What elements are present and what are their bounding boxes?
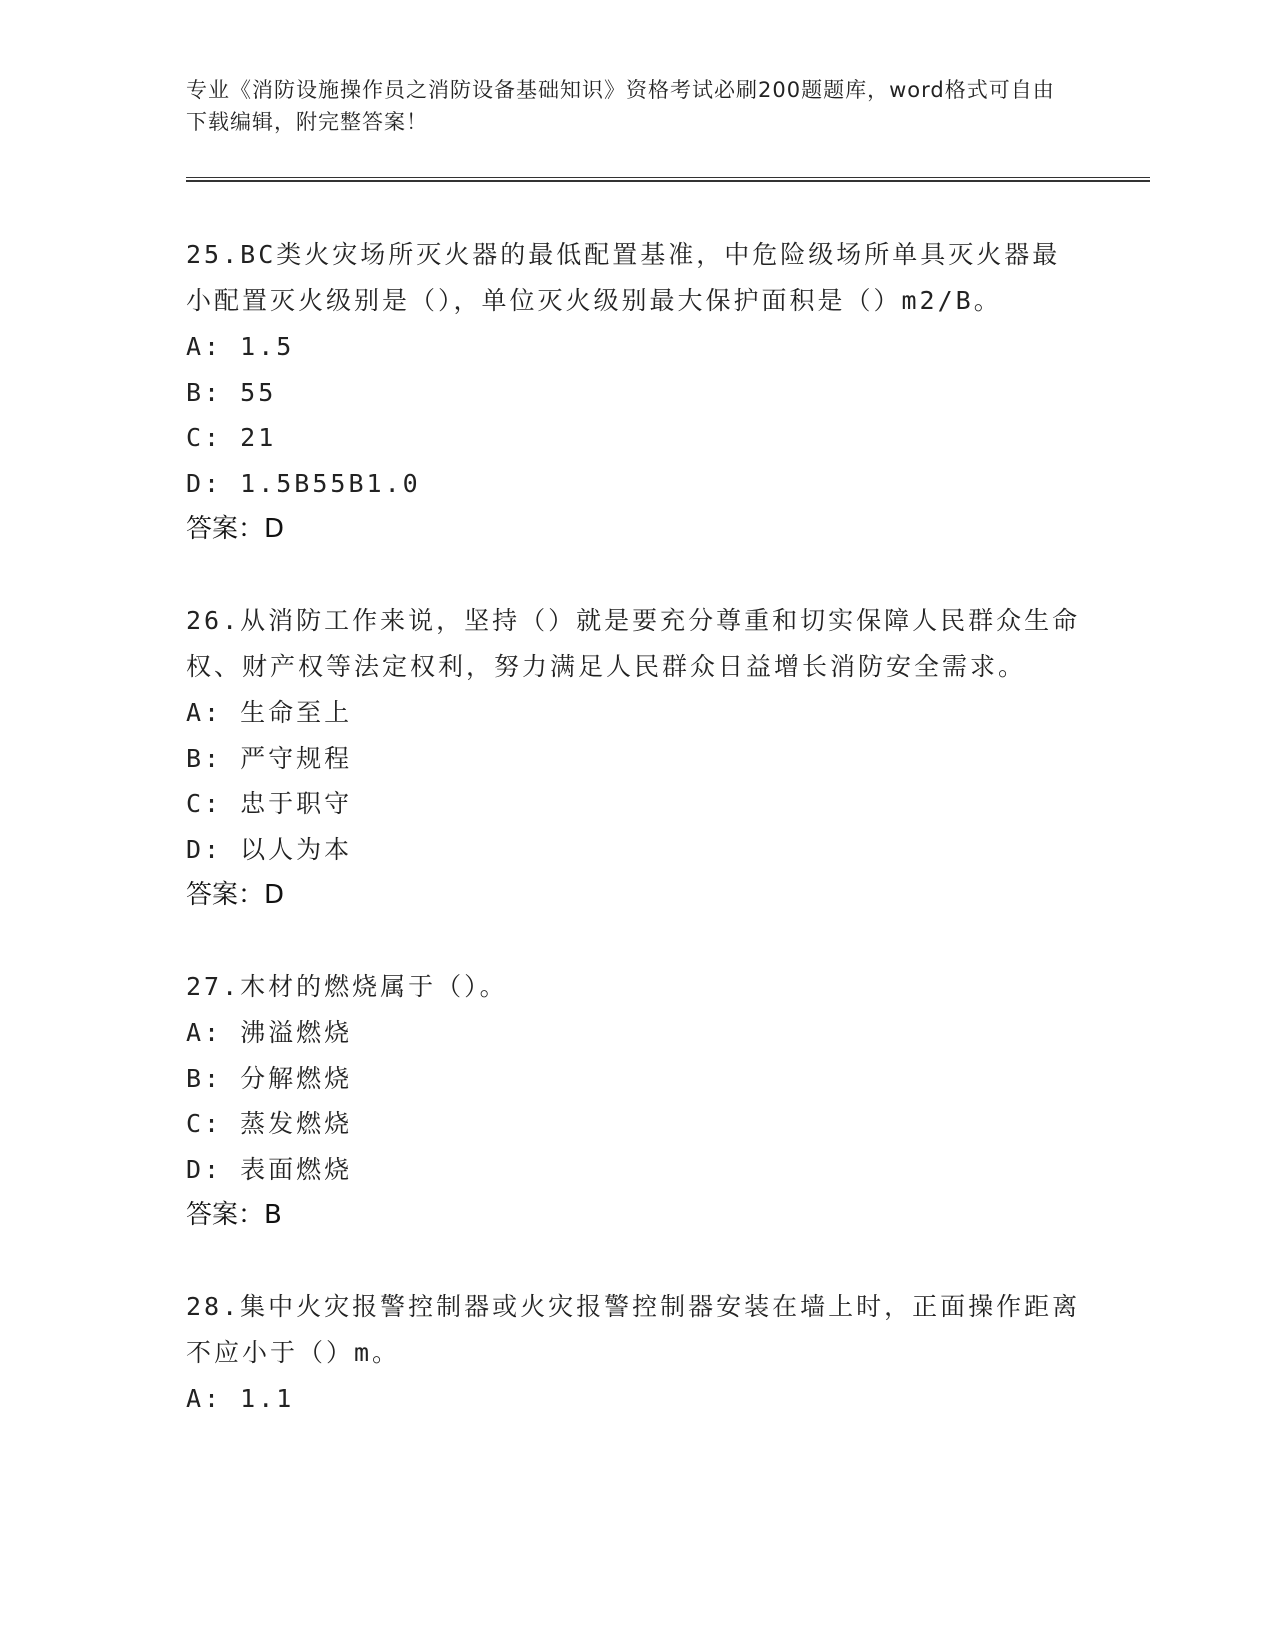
question-text: 26.从消防工作来说，坚持（）就是要充分尊重和切实保障人民群众生命权、财产权等法定权利，努力满足人民群众日益增长消防安全需求。 [186, 606, 1081, 681]
option-b: B: 严守规程 [186, 743, 353, 773]
option-c: C: 21 [186, 423, 277, 452]
document-header: 专业《消防设施操作员之消防设备基础知识》资格考试必刷200题题库，word格式可自由下载编辑，附完整答案！ [186, 78, 1055, 134]
option-a: A: 生命至上 [186, 698, 353, 727]
question-list [186, 232, 1086, 1468]
question-text: 25.BC类火灾场所灭火器的最低配置基准，中危险级场所单具灭火器最小配置灭火级别是（），单位灭火级别最大保护面积是（）m2/B。 [186, 240, 1061, 315]
answer: 答案：B [186, 1200, 282, 1230]
option-a: A: 沸溢燃烧 [186, 1018, 353, 1047]
question-27 [186, 964, 1086, 1238]
option-c: C: 蒸发燃烧 [186, 1109, 353, 1138]
question-25 [186, 232, 1086, 552]
question-26 [186, 598, 1086, 918]
option-d: D: 以人为本 [186, 834, 353, 864]
question-28 [186, 1284, 1086, 1422]
option-b: B: 55 [186, 377, 277, 407]
answer: 答案：D [186, 880, 285, 910]
answer: 答案：D [186, 514, 285, 544]
option-d: D: 表面燃烧 [186, 1154, 353, 1184]
option-d: D: 1.5B55B1.0 [186, 468, 421, 498]
option-c: C: 忠于职守 [186, 789, 353, 818]
option-b: B: 分解燃烧 [186, 1063, 353, 1093]
question-text: 28.集中火灾报警控制器或火灾报警控制器安装在墙上时，正面操作距离不应小于（）m。 [186, 1292, 1081, 1367]
option-a: A: 1.5 [186, 332, 295, 361]
option-a: A: 1.1 [186, 1384, 295, 1413]
question-text: 27.木材的燃烧属于（）。 [186, 972, 508, 1001]
header-divider [186, 177, 1150, 182]
